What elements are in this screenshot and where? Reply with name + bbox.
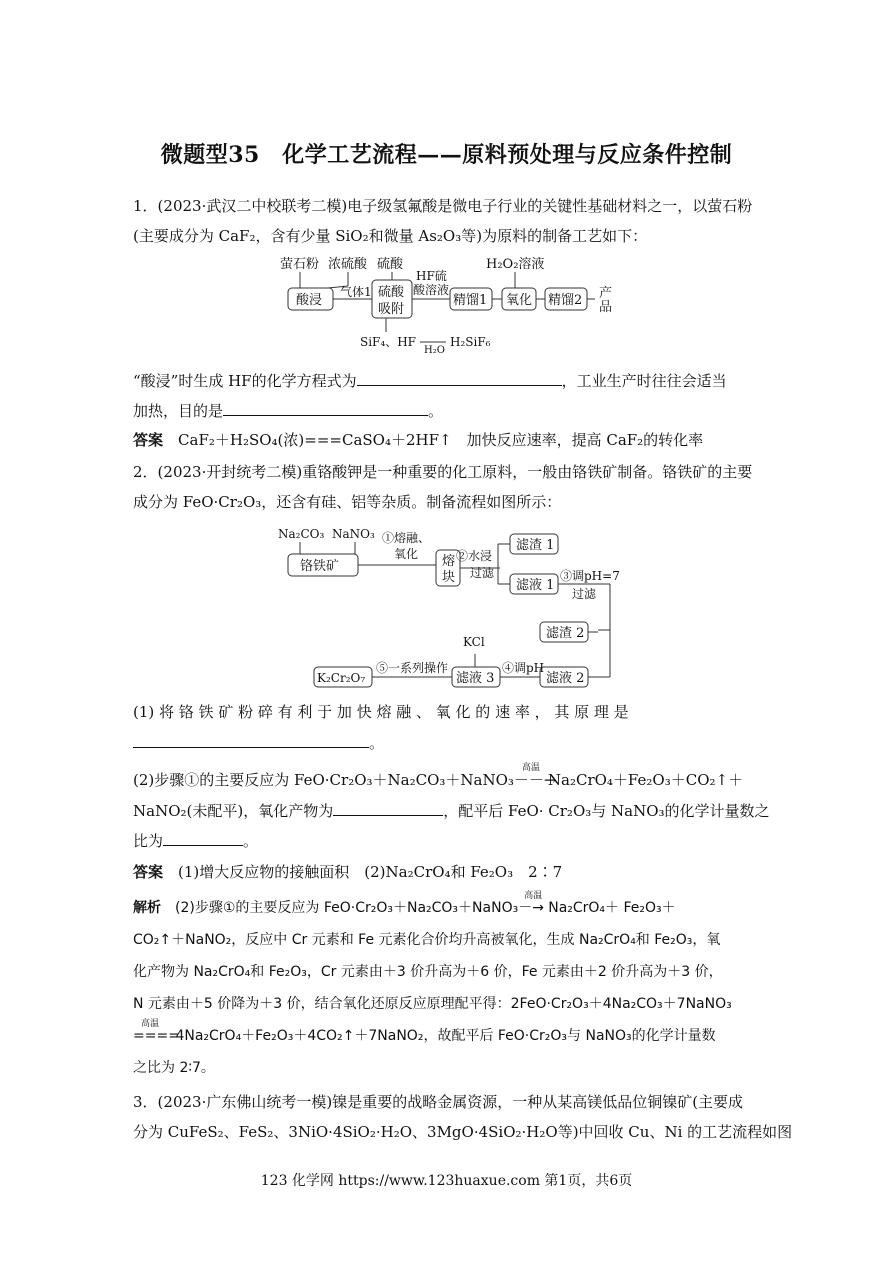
q2-part2-line3 bbox=[133, 830, 763, 851]
q1-line2: (主要成分为 CaF₂，含有少量 SiO₂和微量 As₂O₃等)为原料的制备工艺如下： bbox=[133, 227, 648, 245]
q2-kcl: KCl bbox=[463, 635, 485, 649]
q2-analysis-label: 解析 bbox=[133, 900, 161, 916]
q2-p2a-pre: (2)步骤①的主要反应为 FeO·Cr₂O₃＋Na₂CO₃＋NaNO₃ bbox=[133, 771, 514, 789]
page-title: 微题型35 化学工艺流程——原料预处理与反应条件控制 bbox=[160, 142, 733, 168]
q2-answer-text: (1)增大反应物的接触面积 (2)Na₂CrO₄和 Fe₂O₃ 2∶7 bbox=[178, 863, 563, 881]
q2-part2-line1 bbox=[133, 763, 763, 790]
q2-answer bbox=[133, 862, 763, 882]
q1-in-fluorite: 萤石粉 bbox=[280, 257, 320, 272]
q1-qb-text: 加热，目的是 bbox=[133, 402, 224, 420]
q1-box-oxidize: 氧化 bbox=[506, 293, 533, 308]
q1-gas1: 气体1 bbox=[340, 285, 372, 299]
q1-in-h2so4: 硫酸 bbox=[377, 257, 404, 272]
q1-blank-b[interactable] bbox=[223, 400, 428, 416]
q2-step3b: 过滤 bbox=[572, 587, 597, 601]
q2-p2c-pre: 比为 bbox=[133, 832, 164, 850]
q2-analysis-line2: CO₂↑＋NaNO₂，反应中 Cr 元素和 Fe 元素化合价均升高被氧化，生成 Na₂CrO₄和 Fe₂O₃，氧 bbox=[133, 932, 721, 948]
q2-analysis-line4: N 元素由＋5 价降为＋3 价，结合氧化还原反应原理配平得：2FeO·Cr₂O₃＋4Na₂CO₃＋7NaNO₃ bbox=[133, 996, 732, 1012]
q2-line1: 2．(2023·开封统考二模)重铬酸钾是一种重要的化工原料，一般由铬铁矿制备。铬铁矿的主要 bbox=[133, 463, 753, 481]
q2-analysis-line3: 化产物为 Na₂CrO₄和 Fe₂O₃，Cr 元素由＋3 价升高为＋6 价，Fe 元素由＋2 价升高为＋3 价， bbox=[133, 964, 723, 980]
q1-box-distill1: 精馏1 bbox=[453, 293, 488, 308]
q2-jx1-post: Na₂CrO₄＋ Fe₂O₃＋ bbox=[548, 900, 676, 916]
q2-box-residue1: 滤渣 1 bbox=[516, 538, 555, 553]
q3-line2: 分为 CuFeS₂、FeS₂、3NiO·4SiO₂·H₂O、3MgO·4SiO₂·H₂O等)中回收 Cu、Ni 的工艺流程如图 bbox=[133, 1123, 793, 1141]
q1-product2: 品 bbox=[599, 300, 613, 315]
q1-hf1: HF硫 bbox=[416, 269, 447, 283]
q1-bottom2: H₂O bbox=[424, 345, 445, 354]
q2-step1a: ①熔融、 bbox=[382, 531, 431, 545]
q2-box-product: K₂Cr₂O₇ bbox=[317, 671, 366, 685]
q2-box-ore: 铬铁矿 bbox=[300, 559, 340, 574]
q2-step2b: 过滤 bbox=[470, 566, 495, 580]
q1-bottom3: H₂SiF₆ bbox=[450, 335, 491, 349]
q1-box-adsorb: 吸附 bbox=[378, 302, 405, 317]
q2-jx-cond-text: 高温 bbox=[524, 891, 543, 901]
q1-question-a bbox=[133, 370, 763, 391]
q2-cond-text: 高温 bbox=[521, 763, 540, 773]
q1-box-distill2: 精馏2 bbox=[548, 293, 583, 308]
q2-part2-line2 bbox=[133, 800, 770, 821]
q1-blank-a[interactable] bbox=[357, 370, 562, 386]
q2-step4: ④调pH bbox=[502, 661, 545, 675]
q2-p2b-pre: NaNO₂(未配平)，氧化产物为 bbox=[133, 802, 334, 820]
q2-reagent-nano3: NaNO₃ bbox=[332, 527, 375, 541]
q2-blank-1[interactable] bbox=[133, 732, 369, 748]
q1-bottom1: SiF₄、HF bbox=[360, 335, 416, 349]
q1-flow-diagram bbox=[270, 254, 630, 354]
q1-box-acid-leach: 酸浸 bbox=[296, 293, 323, 308]
q1-qa-text: “酸浸”时生成 HF的化学方程式为 bbox=[133, 372, 357, 390]
q2-p2c-post: 。 bbox=[243, 832, 259, 850]
q2-jx5-cond-text: 高温 bbox=[141, 1019, 160, 1029]
q2-box-residue2: 滤渣 2 bbox=[546, 626, 585, 641]
page-footer: 123 化学网 https://www.123huaxue.com 第1页，共6页 bbox=[260, 1173, 633, 1189]
q2-box-melt2: 块 bbox=[442, 570, 456, 585]
q3-line1: 3．(2023·广东佛山统考一模)镍是重要的战略金属资源，一种从某高镁低品位铜镍矿(主要成 bbox=[133, 1093, 744, 1111]
q2-step1b: 氧化 bbox=[394, 547, 419, 561]
q2-part1-blank-line bbox=[133, 732, 763, 753]
q2-reagent-na2co3: Na₂CO₃ bbox=[278, 527, 325, 541]
q2-jx-cond-arrow: 高温 －→ bbox=[518, 898, 548, 918]
q2-step5: ⑤一系列操作 bbox=[376, 661, 449, 675]
q2-cond-arrow: 高温 －－→ bbox=[514, 770, 548, 790]
q2-box-solution2: 滤液 2 bbox=[546, 671, 585, 686]
q1-answer-label: 答案 bbox=[133, 431, 164, 449]
q2-part1-text: (1) 将 铬 铁 矿 粉 碎 有 利 于 加 快 熔 融 、 氧 化 的 速 率 ， 其 原 理 是 bbox=[133, 703, 629, 721]
q2-p2a-post: Na₂CrO₄＋Fe₂O₃＋CO₂↑＋ bbox=[547, 771, 744, 789]
q1-box-sulfuric: 硫酸 bbox=[378, 285, 405, 300]
q2-jx5-text: 4Na₂CrO₄＋Fe₂O₃＋4CO₂↑＋7NaNO₂，故配平后 FeO·Cr₂O₃与 NaNO₃的化学计量数 bbox=[175, 1028, 716, 1044]
q2-step2a: ②水浸 bbox=[456, 549, 493, 563]
q2-analysis-line5 bbox=[133, 1019, 763, 1046]
q1-hf2: 酸溶液 bbox=[413, 283, 450, 297]
q2-jx5-cond: 高温 ==== bbox=[133, 1026, 171, 1046]
q1-line1: 1．(2023·武汉二中校联考二模)电子级氢氟酸是微电子行业的关键性基础材料之一，以萤石粉 bbox=[133, 197, 753, 215]
q2-answer-label: 答案 bbox=[133, 863, 164, 881]
q2-box-solution3: 滤液 3 bbox=[456, 671, 495, 686]
q2-jx1-pre: (2)步骤①的主要反应为 FeO·Cr₂O₃＋Na₂CO₃＋NaNO₃ bbox=[175, 900, 519, 916]
q2-blank-2[interactable] bbox=[333, 800, 443, 816]
q2-analysis-line1 bbox=[133, 891, 763, 918]
q1-in-h2so4-conc: 浓硫酸 bbox=[328, 257, 368, 272]
q2-flow-diagram bbox=[270, 522, 630, 692]
q2-p1-end: 。 bbox=[369, 734, 385, 752]
q1-qa-end: ，工业生产时往往会适当 bbox=[561, 372, 727, 390]
q1-question-b bbox=[133, 400, 763, 421]
q1-in-h2o2: H₂O₂溶液 bbox=[486, 257, 545, 272]
q2-blank-3[interactable] bbox=[163, 830, 243, 846]
q2-box-melt1: 熔 bbox=[442, 554, 456, 569]
q1-answer bbox=[133, 430, 763, 450]
q2-line2: 成分为 FeO·Cr₂O₃，还含有硅、铝等杂质。制备流程如图所示： bbox=[133, 493, 562, 511]
q2-box-solution1: 滤液 1 bbox=[516, 578, 555, 593]
q1-qb-end: 。 bbox=[428, 402, 444, 420]
q2-step3a: ③调pH=7 bbox=[560, 569, 620, 583]
q2-analysis-line6: 之比为 2∶7。 bbox=[133, 1060, 215, 1076]
q2-p2b-post: ，配平后 FeO· Cr₂O₃与 NaNO₃的化学计量数之 bbox=[443, 802, 770, 820]
q1-product1: 产 bbox=[599, 286, 613, 301]
q1-answer-text: CaF₂＋H₂SO₄(浓)===CaSO₄＋2HF↑ 加快反应速率，提高 CaF₂的转化率 bbox=[178, 431, 704, 449]
